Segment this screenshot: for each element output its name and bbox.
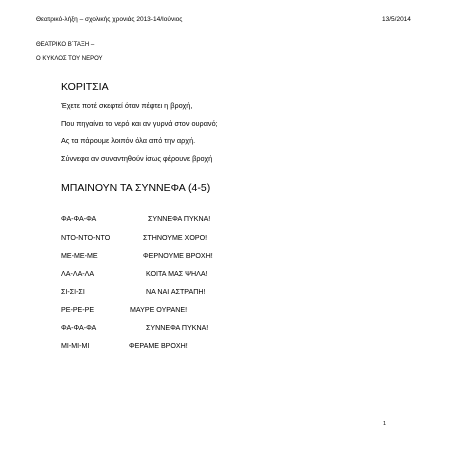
chant-phrase: ΣΥΝΝΕΦΑ ΠΥΚΝΑ! <box>148 215 211 223</box>
chant-phrase: ΜΑΥΡΕ ΟΥΡΑΝΕ! <box>130 306 188 314</box>
section-heading-girls: ΚΟΡΙΤΣΙΑ <box>61 81 109 93</box>
title-line-1: ΘΕΑΤΡΙΚΟ Β΄ΤΑΞΗ – <box>36 42 95 48</box>
chant-syllables: ΦΑ-ΦΑ-ΦΑ <box>61 324 97 332</box>
chant-syllables: ΝΤΟ-ΝΤΟ-ΝΤΟ <box>61 234 111 242</box>
page-number: 1 <box>383 421 387 427</box>
verse-line: Που πηγαίνει το νερό και αν γυρνά στον ουρανό; <box>61 119 218 128</box>
header-date: 13/5/2014 <box>382 16 411 23</box>
chant-syllables: ΜΕ-ΜΕ-ΜΕ <box>61 252 98 260</box>
verse-line: Σύννεφα αν συναντηθούν ίσως φέρουνε βροχή <box>61 154 213 163</box>
title-line-2: Ο ΚΥΚΛΟΣ ΤΟΥ ΝΕΡΟΥ <box>36 56 103 62</box>
chant-syllables: ΣΙ-ΣΙ-ΣΙ <box>61 288 85 296</box>
chant-phrase: ΝΑ ΝΑΙ ΑΣΤΡΑΠΗ! <box>146 288 206 296</box>
verse-line: Ας τα πάρουμε λοιπόν όλα από την αρχή. <box>61 136 196 145</box>
chant-syllables: ΦΑ-ΦΑ-ΦΑ <box>61 215 97 223</box>
chant-syllables: ΜΙ-ΜΙ-ΜΙ <box>61 342 90 350</box>
chant-phrase: ΣΥΝΝΕΦΑ ΠΥΚΝΑ! <box>146 324 209 332</box>
verse-line: Έχετε ποτέ σκεφτεί όταν πέφτει η βροχή, <box>61 101 193 110</box>
chant-syllables: ΡΕ-ΡΕ-ΡΕ <box>61 306 95 314</box>
section-heading-clouds: ΜΠΑΙΝΟΥΝ ΤΑ ΣΥΝΝΕΦΑ (4-5) <box>61 182 211 194</box>
chant-syllables: ΛΑ-ΛΑ-ΛΑ <box>61 270 95 278</box>
chant-phrase: ΣΤΗΝΟΥΜΕ ΧΟΡΟ! <box>143 234 208 242</box>
chant-phrase: ΦΕΡΝΟΥΜΕ ΒΡΟΧΗ! <box>143 252 213 260</box>
header-left-text: Θεατρικό-λήξη – σχολικής χρονιάς 2013-14/Ιούνιος <box>36 16 183 23</box>
chant-phrase: ΦΕΡΑΜΕ ΒΡΟΧΗ! <box>129 342 188 350</box>
chant-phrase: ΚΟΙΤΑ ΜΑΣ ΨΗΛΑ! <box>146 270 208 278</box>
